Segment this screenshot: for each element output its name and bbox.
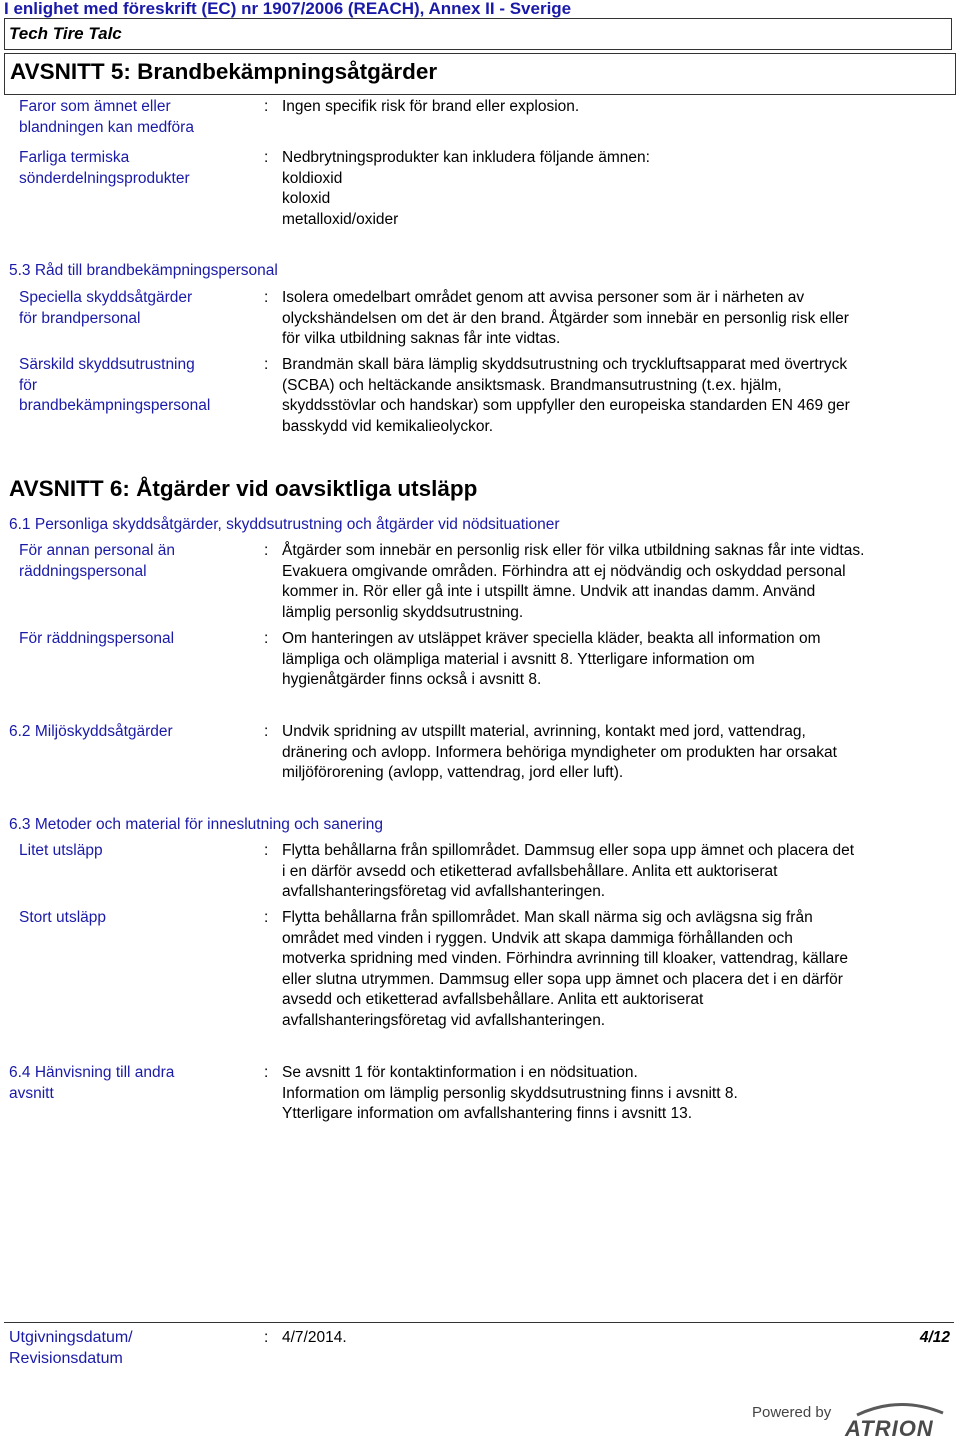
emergency-responders-text: Om hanteringen av utsläppet kräver speciella kläder, beakta all information om lämpliga och olämpliga material i avsnitt 8. Ytterligare information om hygienåtgärder finns också i avsnitt 8.: [282, 630, 821, 688]
small-spill-text: Flytta behållarna från spillområdet. Dammsug eller sopa upp ämnet och placera det i en därför avsedd och etiketterad avfallsbehållare. Anlita ett auktoriserat avfallshanteringsföretag vid avfallshanteringen.: [282, 842, 855, 900]
hazards-label: Faror som ämnet eller blandningen kan medföra: [19, 98, 194, 136]
section6-title: AVSNITT 6: Åtgärder vid oavsiktliga utsläpp: [9, 476, 478, 501]
colon: :: [264, 542, 269, 559]
special-measures-label: Speciella skyddsåtgärder för brandpersonal: [19, 289, 193, 327]
special-measures-text: Isolera omedelbart området genom att avvisa personer som är i närheten av olyckshändelsen om det är den brand. Åtgärder som innebär en personlig risk eller för vilka utbildning saknas får inte vidtas.: [282, 289, 849, 347]
colon: :: [264, 630, 269, 647]
subsection-5-3: 5.3 Råd till brandbekämpningspersonal: [9, 262, 278, 279]
protective-equipment-label: Särskild skyddsutrustning för brandbekämpningspersonal: [19, 356, 211, 414]
colon: :: [264, 909, 269, 926]
thermal-label: Farliga termiska sönderdelningsprodukter: [19, 149, 190, 187]
colon: :: [264, 149, 269, 166]
subsection-6-1: 6.1 Personliga skyddsåtgärder, skyddsutrustning och åtgärder vid nödsituationer: [9, 516, 560, 533]
environmental-precautions-text: Undvik spridning av utspillt material, avrinning, kontakt med jord, vattendrag, dränering och avlopp. Informera behöriga myndigheter om produkten har orsakat miljöförorening (avlopp, vattendrag, jord eller luft).: [282, 723, 837, 781]
subsection-6-3: 6.3 Metoder och material för inneslutning och sanering: [9, 816, 383, 833]
colon: :: [264, 842, 269, 859]
colon: :: [264, 98, 269, 115]
environmental-precautions-label: 6.2 Miljöskyddsåtgärder: [9, 723, 173, 740]
protective-equipment-text: Brandmän skall bära lämplig skyddsutrustning och tryckluftsapparat med övertryck (SCBA) och heltäckande ansiktsmask. Brandmansutrustning (t.ex. hjälm, skyddsstövlar och handskar) som uppfyller den europeiska standarden EN 469 ger basskydd vid kemikalieolyckor.: [282, 356, 850, 435]
product-name: Tech Tire Talc: [9, 24, 122, 43]
regulation-header: I enlighet med föreskrift (EC) nr 1907/2006 (REACH), Annex II - Sverige: [4, 0, 572, 18]
large-spill-label: Stort utsläpp: [19, 909, 107, 926]
footer-rule: [4, 1322, 954, 1323]
emergency-responders-label: För räddningspersonal: [19, 630, 175, 647]
section5-title: AVSNITT 5: Brandbekämpningsåtgärder: [10, 59, 438, 84]
product-name-box: [4, 18, 952, 50]
colon: :: [264, 723, 269, 740]
colon: :: [264, 289, 269, 306]
small-spill-label: Litet utsläpp: [19, 842, 103, 859]
hazards-text: Ingen specifik risk för brand eller explosion.: [282, 98, 580, 115]
thermal-text: Nedbrytningsprodukter kan inkludera följande ämnen: koldioxid koloxid metalloxid/oxider: [282, 149, 650, 228]
non-emergency-text: Åtgärder som innebär en personlig risk eller för vilka utbildning saknas får inte vidtas. Evakuera omgivande områden. Förhindra att ej nödvändig och oskyddad personal kommer in. Rör eller gå inte i utspillt ämne. Undvik att inandas damm. Använd lämplig personlig skyddsutrustning.: [282, 542, 865, 621]
non-emergency-label: För annan personal än räddningspersonal: [19, 542, 175, 580]
reference-sections-text: Se avsnitt 1 för kontaktinformation i en nödsituation. Information om lämplig personlig skyddsutrustning finns i avsnitt 8. Ytterligare information om avfallshantering finns i avsnitt 13.: [282, 1064, 738, 1122]
atrion-brand: ATRION: [845, 1416, 934, 1441]
issue-date-label: Utgivningsdatum/ Revisionsdatum: [9, 1329, 133, 1367]
colon: :: [264, 1064, 269, 1081]
powered-by-text: Powered by: [752, 1404, 832, 1421]
colon: :: [264, 1329, 269, 1346]
reference-sections-label: 6.4 Hänvisning till andra avsnitt: [9, 1064, 175, 1102]
large-spill-text: Flytta behållarna från spillområdet. Man skall närma sig och avlägsna sig från området med vinden i ryggen. Undvik att skapa dammiga förhållanden och motverka spridning med vinden. Förhindra avrinning till kloaker, vattendrag, källare eller slutna utrymmen. Dammsug eller sopa upp ämnet och placera det i en därför avsedd och etiketterad avfallsbehållare. Anlita ett auktoriserat avfallshanteringsföretag vid avfallshanteringen.: [282, 909, 849, 1029]
colon: :: [264, 356, 269, 373]
page-number: 4/12: [919, 1329, 950, 1346]
issue-date-value: 4/7/2014.: [282, 1329, 347, 1346]
